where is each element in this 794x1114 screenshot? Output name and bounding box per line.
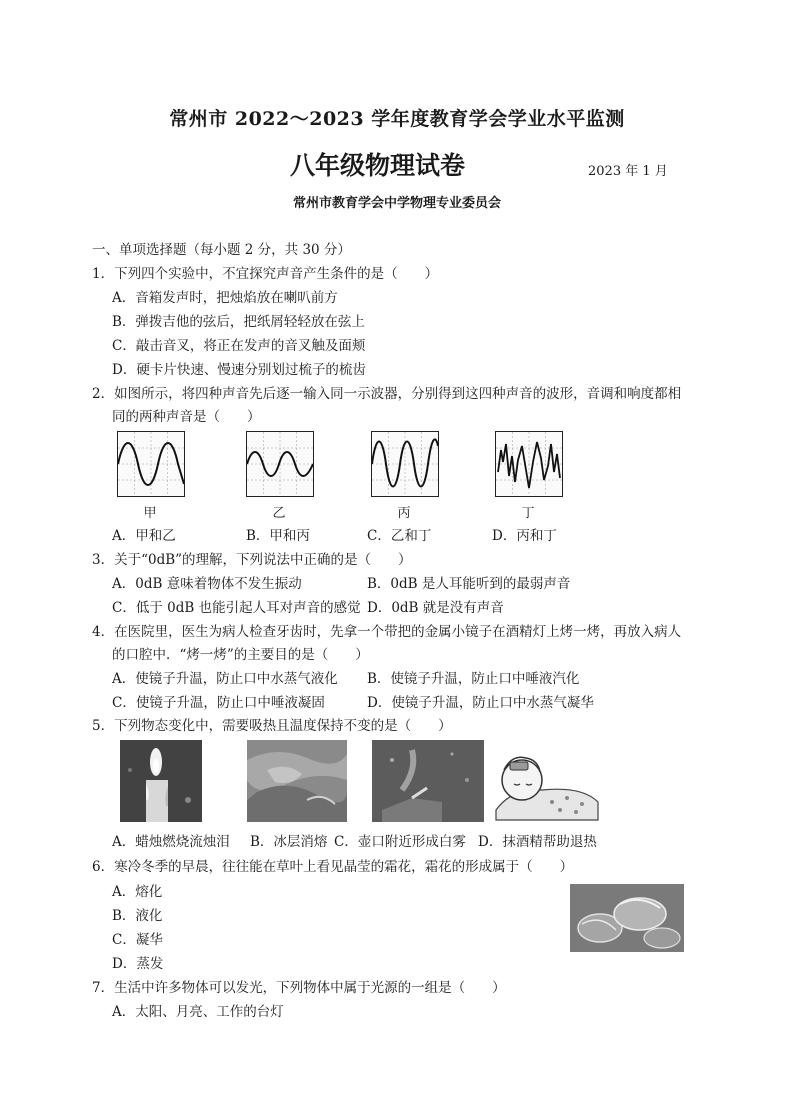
- q5-option-b: B．冰层消熔: [250, 834, 328, 850]
- q4-stem-line1: 4．在医院里，医生为病人检查牙齿时，先拿一个带把的金属小镜子在酒精灯上烤一烤，再放入病人: [92, 624, 682, 640]
- q1-option-c: C．敲击音叉，将正在发声的音叉触及面颊: [112, 338, 366, 354]
- q7-stem: 7．生活中许多物体可以发光，下列物体中属于光源的一组是（ ）: [92, 980, 506, 996]
- q1-option-b: B．弹拨吉他的弦后，把纸屑轻轻放在弦上: [112, 314, 365, 330]
- waveform-ding: [495, 431, 563, 497]
- q2-option-c: C．乙和丁: [367, 528, 432, 544]
- q2-stem-line2: 同的两种声音是（ ）: [112, 409, 261, 425]
- q2-stem-line1: 2．如图所示，将四种声音先后逐一输入同一示波器，分别得到这四种声音的波形，音调和响度都相: [92, 386, 682, 402]
- q4-option-c: C．使镜子升温，防止口中唾液凝固: [112, 695, 325, 711]
- fig-label-jia: 甲: [143, 506, 157, 521]
- waveform-jia: [117, 431, 185, 497]
- q3-option-a: A．0dB 意味着物体不发生振动: [112, 576, 302, 592]
- q6-option-b: B．液化: [112, 908, 163, 924]
- q6-option-c: C．凝华: [112, 932, 163, 948]
- q2-option-b: B．甲和丙: [246, 528, 310, 544]
- q6-option-d: D．蒸发: [112, 956, 164, 972]
- waveform-yi: [246, 431, 314, 497]
- q1-option-a: A．音箱发声时，把烛焰放在喇叭前方: [112, 290, 338, 306]
- q5-option-d: D．抹酒精帮助退热: [478, 834, 597, 850]
- q7-option-a: A．太阳、月亮、工作的台灯: [112, 1004, 284, 1020]
- q4-option-b: B．使镜子升温，防止口中唾液汽化: [367, 671, 580, 687]
- q4-option-a: A．使镜子升温，防止口中水蒸气液化: [112, 671, 338, 687]
- q5-stem: 5．下列物态变化中，需要吸热且温度保持不变的是（ ）: [92, 718, 452, 734]
- q5-option-c: C．壶口附近形成白雾: [334, 834, 466, 850]
- q3-option-b: B．0dB 是人耳能听到的最弱声音: [367, 576, 571, 592]
- q3-stem: 3．关于“0dB”的理解，下列说法中正确的是（ ）: [92, 552, 412, 568]
- q4-stem-line2: 的口腔中．“烤一烤”的主要目的是（ ）: [112, 647, 369, 663]
- exam-header-title: 常州市 2022～2023 学年度教育学会学业水平监测: [169, 108, 625, 130]
- q4-option-d: D．使镜子升温，防止口中水蒸气凝华: [367, 695, 594, 711]
- exam-subtitle: 八年级物理试卷: [290, 151, 466, 180]
- ice-layer-photo: [247, 740, 347, 822]
- q6-stem: 6．寒冷冬季的早晨，往往能在草叶上看见晶莹的霜花，霜花的形成属于（ ）: [92, 859, 574, 875]
- fig-label-yi: 乙: [272, 506, 286, 521]
- exam-organizer: 常州市教育学会中学物理专业委员会: [292, 196, 501, 211]
- q3-option-d: D．0dB 就是没有声音: [367, 600, 504, 616]
- q6-option-a: A．熔化: [112, 884, 163, 900]
- exam-date: 2023 年 1 月: [588, 164, 668, 179]
- q5-option-a: A．蜡烛燃烧流烛泪: [112, 834, 230, 850]
- candle-photo: [120, 740, 202, 822]
- child-fever-illustration: [492, 740, 602, 822]
- fig-label-ding: 丁: [521, 506, 535, 521]
- q2-option-d: D．丙和丁: [492, 528, 557, 544]
- section-heading: 一、单项选择题（每小题 2 分，共 30 分）: [92, 242, 351, 258]
- frost-on-leaves-photo: [570, 884, 684, 952]
- q1-stem: 1．下列四个实验中，不宜探究声音产生条件的是（ ）: [92, 266, 439, 282]
- kettle-steam-photo: [372, 740, 484, 822]
- q3-option-c: C．低于 0dB 也能引起人耳对声音的感觉: [112, 600, 361, 616]
- fig-label-bing: 丙: [397, 506, 411, 521]
- q2-option-a: A．甲和乙: [112, 528, 176, 544]
- waveform-bing: [371, 431, 439, 497]
- q1-option-d: D．硬卡片快速、慢速分别划过梳子的梳齿: [112, 362, 366, 378]
